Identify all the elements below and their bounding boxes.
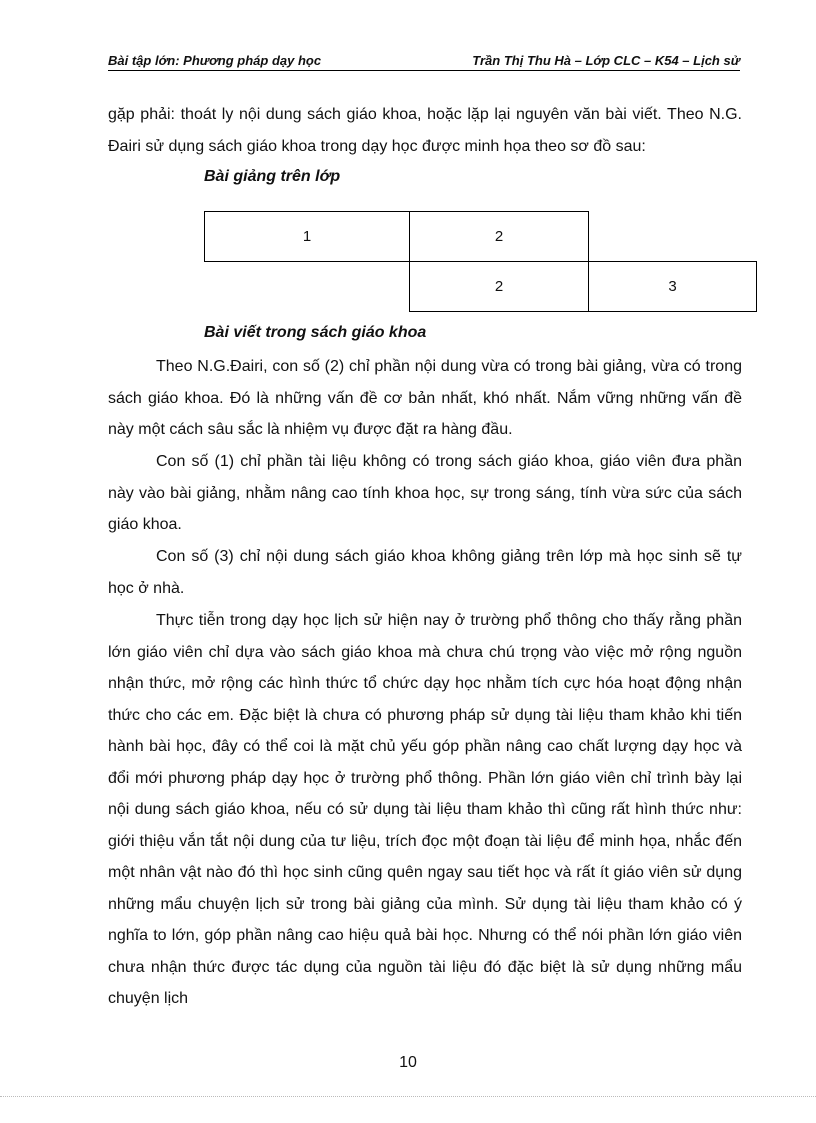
intro-paragraph: gặp phải: thoát ly nội dung sách giáo khoa, hoặc lặp lại nguyên văn bài viết. Theo N.G. Đairi sử dụng sách giáo khoa trong dạy học được minh họa theo sơ đồ sau: — [108, 106, 742, 155]
diagram-box-2-top — [409, 211, 589, 262]
diagram-box-1-label: 1 — [302, 228, 312, 245]
page-bottom-divider — [0, 1096, 816, 1097]
diagram-box-3-label: 3 — [668, 278, 677, 295]
diagram-box-2-bottom — [409, 261, 589, 312]
diagram-box-3 — [588, 261, 757, 312]
diagram-box-2-bottom-label: 2 — [494, 278, 504, 295]
diagram-top-caption: Bài giảng trên lớp — [204, 168, 341, 185]
diagram-bottom-caption: Bài viết trong sách giáo khoa — [204, 324, 427, 341]
paragraph-1: Theo N.G.Đairi, con số (2) chỉ phần nội dung vừa có trong bài giảng, vừa có trong sách giáo khoa. Đó là những vấn đề cơ bản nhất, khó nhất. Nắm vững những vấn đề này một cách sâu sắc là nhiệm vụ được đặt ra hàng đầu. — [108, 358, 742, 438]
diagram-box-2-top-label: 2 — [494, 228, 504, 245]
paragraph-2: Con số (1) chỉ phần tài liệu không có trong sách giáo khoa, giáo viên đưa phần này vào bài giảng, nhằm nâng cao tính khoa học, sự trong sáng, tính vừa sức của sách giáo khoa. — [108, 453, 742, 533]
header-left-title: Bài tập lớn: Phương pháp dạy học — [108, 53, 322, 68]
diagram-box-1 — [204, 211, 410, 262]
page-number: 10 — [399, 1054, 417, 1071]
page-header — [108, 52, 740, 71]
paragraph-3: Con số (3) chỉ nội dung sách giáo khoa không giảng trên lớp mà học sinh sẽ tự học ở nhà. — [108, 548, 742, 597]
paragraph-4: Thực tiễn trong dạy học lịch sử hiện nay ở trường phổ thông cho thấy rằng phần lớn giáo viên chỉ dựa vào sách giáo khoa mà chưa chú trọng vào việc mở rộng nguồn nhận thức, mở rộng các hình thức tổ chức dạy học nhằm tích cực hóa hoạt động nhận thức cho các em. Đặc biệt là chưa có phương pháp sử dụng tài liệu tham khảo khi tiến hành bài học, đây có thể coi là mặt chủ yếu góp phần nâng cao chất lượng dạy học và đổi mới phương pháp dạy học ở trường phổ thông. Phần lớn giáo viên chỉ trình bày lại nội dung sách giáo khoa, nếu có sử dụng tài liệu tham khảo thì cũng rất hình thức như: giới thiệu vắn tắt nội dung của tư liệu, trích đọc một đoạn tài liệu để minh họa, nhắc đến một nhân vật nào đó thì học sinh cũng quên ngay sau tiết học và rất ít giáo viên sử dụng những mẩu chuyện lịch sử trong bài giảng của mình. Sử dụng tài liệu tham khảo có ý nghĩa to lớn, góp phần nâng cao hiệu quả bài học. Nhưng có thể nói phần lớn giáo viên chưa nhận thức được tác dụng của nguồn tài liệu đó đặc biệt là sử dụng những mẩu chuyện lịch — [108, 612, 742, 1007]
header-right-author: Trần Thị Thu Hà – Lớp CLC – K54 – Lịch sử — [472, 53, 740, 68]
